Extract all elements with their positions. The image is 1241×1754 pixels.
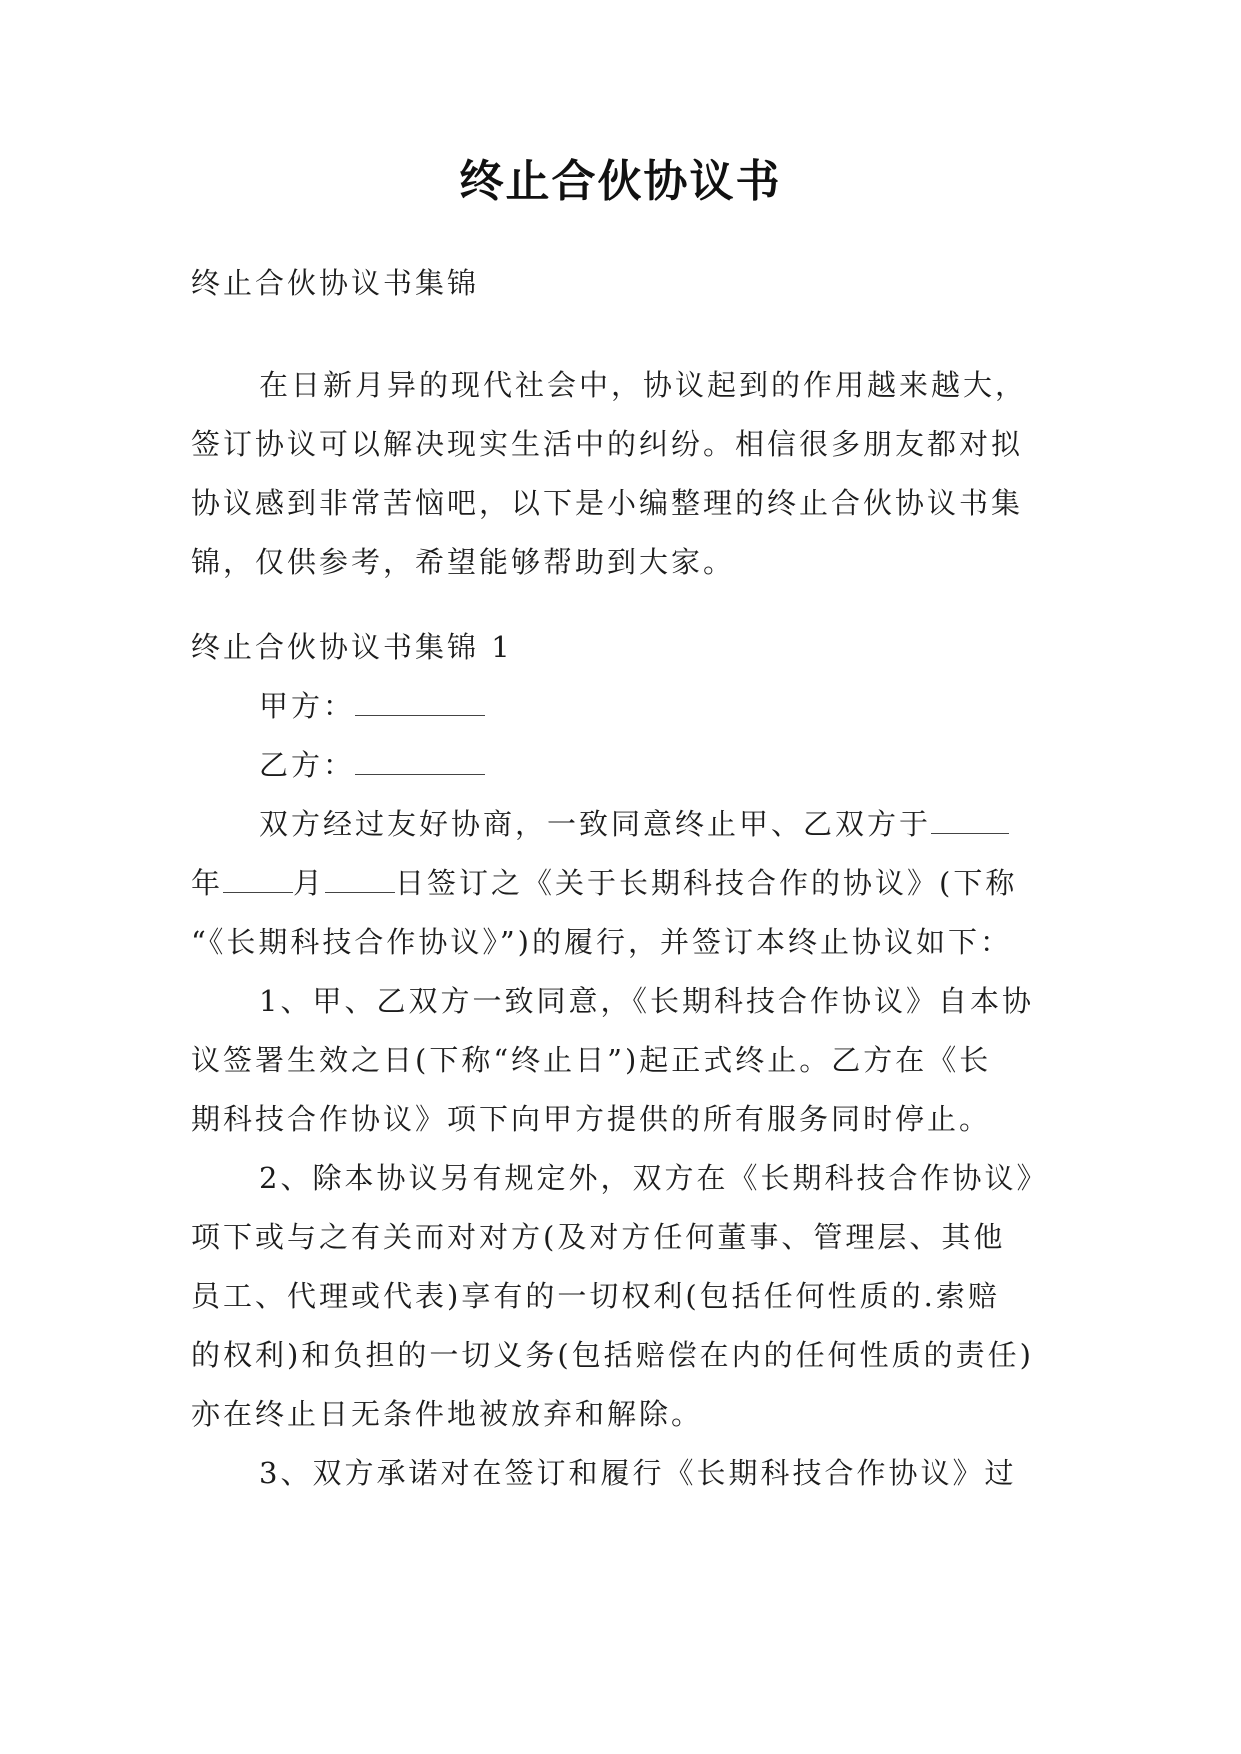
intro-paragraph bbox=[191, 356, 1051, 592]
intro-line: 签订协议可以解决现实生活中的纠纷。相信很多朋友都对拟 bbox=[191, 427, 1024, 461]
intro-line: 协议感到非常苦恼吧，以下是小编整理的终止合伙协议书集 bbox=[191, 486, 1024, 520]
intro-line: 在日新月异的现代社会中，协议起到的作用越来越大， bbox=[259, 368, 1028, 402]
clause2-line: 项下或与之有关而对对方(及对方任何董事、管理层、其他 bbox=[191, 1220, 1006, 1254]
section-heading: 终止合伙协议书集锦 1 bbox=[191, 630, 513, 664]
collection-heading-block bbox=[191, 254, 1051, 313]
party-a-blank bbox=[355, 691, 485, 716]
collection-heading: 终止合伙协议书集锦 bbox=[191, 266, 480, 300]
para1-text: 日签订之《关于长期科技合作的协议》(下称 bbox=[395, 866, 1018, 900]
date-year-blank bbox=[931, 809, 1009, 834]
clause2-line: 的权利)和负担的一切义务(包括赔偿在内的任何性质的责任) bbox=[191, 1338, 1034, 1372]
para1-line: “《长期科技合作协议》”)的履行，并签订本终止协议如下： bbox=[191, 925, 1012, 959]
section-1 bbox=[191, 618, 1051, 1503]
clause1-line: 1、甲、乙双方一致同意，《长期科技合作协议》自本协 bbox=[259, 984, 1034, 1018]
party-a-line bbox=[191, 677, 1051, 736]
clause3-line: 3、双方承诺对在签订和履行《长期科技合作协议》过 bbox=[259, 1456, 1017, 1490]
page-title: 终止合伙协议书 bbox=[459, 156, 782, 207]
party-b-label: 乙方： bbox=[259, 748, 356, 782]
month-label: 月 bbox=[293, 866, 326, 900]
clause2-line: 亦在终止日无条件地被放弃和解除。 bbox=[191, 1397, 704, 1431]
para1-line bbox=[191, 854, 1051, 913]
party-b-line bbox=[191, 736, 1051, 795]
clause1-line: 期科技合作协议》项下向甲方提供的所有服务同时停止。 bbox=[191, 1102, 992, 1136]
year-label: 年 bbox=[191, 866, 224, 900]
date-day-blank bbox=[325, 868, 395, 893]
party-b-blank bbox=[355, 750, 485, 775]
clause2-line: 2、除本协议另有规定外，双方在《长期科技合作协议》 bbox=[259, 1161, 1049, 1195]
date-month-blank bbox=[223, 868, 293, 893]
para1-line bbox=[191, 795, 1051, 854]
intro-line: 锦，仅供参考，希望能够帮助到大家。 bbox=[191, 545, 736, 579]
clause2-line: 员工、代理或代表)享有的一切权利(包括任何性质的.索赔 bbox=[191, 1279, 1000, 1313]
para1-text: 双方经过友好协商，一致同意终止甲、乙双方于 bbox=[259, 807, 932, 841]
clause1-line: 议签署生效之日(下称“终止日”)起正式终止。乙方在《长 bbox=[191, 1043, 992, 1077]
party-a-label: 甲方： bbox=[259, 689, 356, 723]
